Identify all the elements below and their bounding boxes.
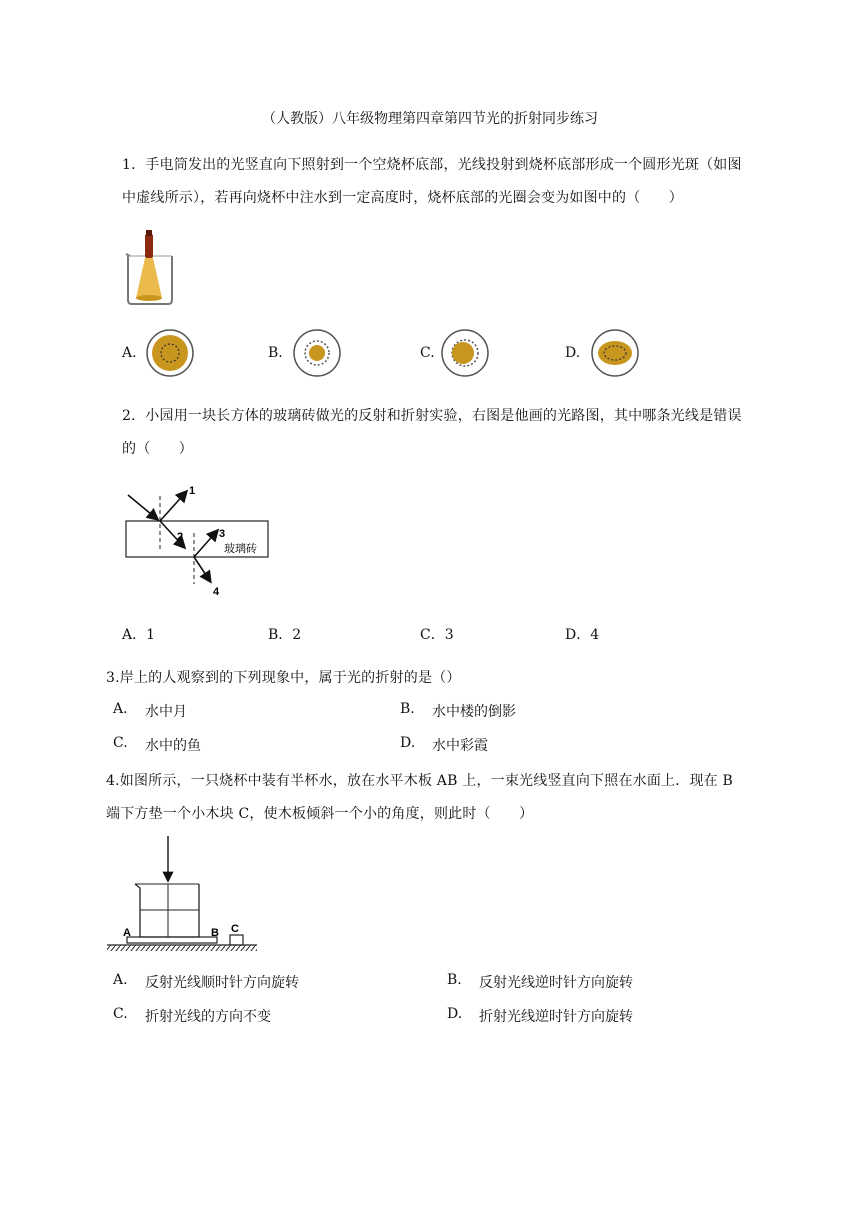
q4-option-b-letter: B. [447,972,462,988]
q1-option-d-figure [590,328,640,378]
q1-option-c-label: C. [420,345,435,361]
q3-option-d-text: 水中彩霞 [432,738,488,754]
q2-option-b: B．2 [268,627,302,643]
page-title: （人教版）八年级物理第四章第四节光的折射同步练习 [262,111,598,127]
q4-stem-line2: 端下方垫一个小木块 C，使木板倾斜一个小的角度，则此时（ ） [106,806,534,822]
q1-option-a-figure [145,328,195,378]
q4-option-b-text: 反射光线逆时针方向旋转 [479,975,633,991]
q4-option-a-letter: A. [113,972,128,988]
q2-option-d: D．4 [565,627,600,643]
q4-option-a-text: 反射光线顺时针方向旋转 [145,975,299,991]
q4-option-c-text: 折射光线的方向不变 [145,1009,271,1025]
q4-stem-line1: 4.如图所示，一只烧杯中装有半杯水，放在水平木板 AB 上，一束光线竖直向下照在水面上．现在 B [106,773,733,789]
q3-option-c-text: 水中的鱼 [145,738,201,754]
q3-option-d-letter: D. [400,735,416,751]
q2-label-2: 2 [177,531,184,543]
q4-label-b: B [211,927,219,939]
q2-label-1: 1 [189,485,196,497]
q3-option-b-text: 水中楼的倒影 [432,704,516,720]
q2-option-a: A．1 [122,627,156,643]
q3-option-a-text: 水中月 [145,704,187,720]
q4-label-a: A [123,927,131,939]
q2-option-c: C．3 [420,627,454,643]
q1-option-b-label: B. [268,345,283,361]
q4-label-c: C [231,923,239,935]
q4-beaker-board-figure [105,832,265,957]
q2-label-4: 4 [213,586,220,598]
q1-option-c-figure [440,328,490,378]
q3-stem: 3.岸上的人观察到的下列现象中，属于光的折射的是（） [106,670,461,686]
q2-label-3: 3 [219,528,226,540]
q4-option-d-text: 折射光线逆时针方向旋转 [479,1009,633,1025]
q4-option-d-letter: D. [447,1006,463,1022]
q1-option-b-figure [292,328,342,378]
q3-option-c-letter: C. [113,735,128,751]
q1-flashlight-beaker-figure [120,228,180,308]
q1-stem-line1: 1．手电筒发出的光竖直向下照射到一个空烧杯底部，光线投射到烧杯底部形成一个圆形光斑（如图 [122,157,742,173]
q3-option-b-letter: B. [400,701,415,717]
q2-stem-line2: 的（ ） [122,441,193,457]
q4-option-c-letter: C. [113,1006,128,1022]
q3-option-a-letter: A. [113,701,128,717]
q1-option-d-label: D. [565,345,581,361]
q2-stem-line1: 2．小园用一块长方体的玻璃砖做光的反射和折射实验，右图是他画的光路图，其中哪条光线是错误 [122,408,742,424]
q1-stem-line2: 中虚线所示），若再向烧杯中注水到一定高度时，烧杯底部的光圈会变为如图中的（ ） [122,190,683,206]
q2-glass-brick-figure [120,478,280,598]
q2-label-glass-brick: 玻璃砖 [224,542,257,555]
q1-option-a-label: A. [122,345,137,361]
